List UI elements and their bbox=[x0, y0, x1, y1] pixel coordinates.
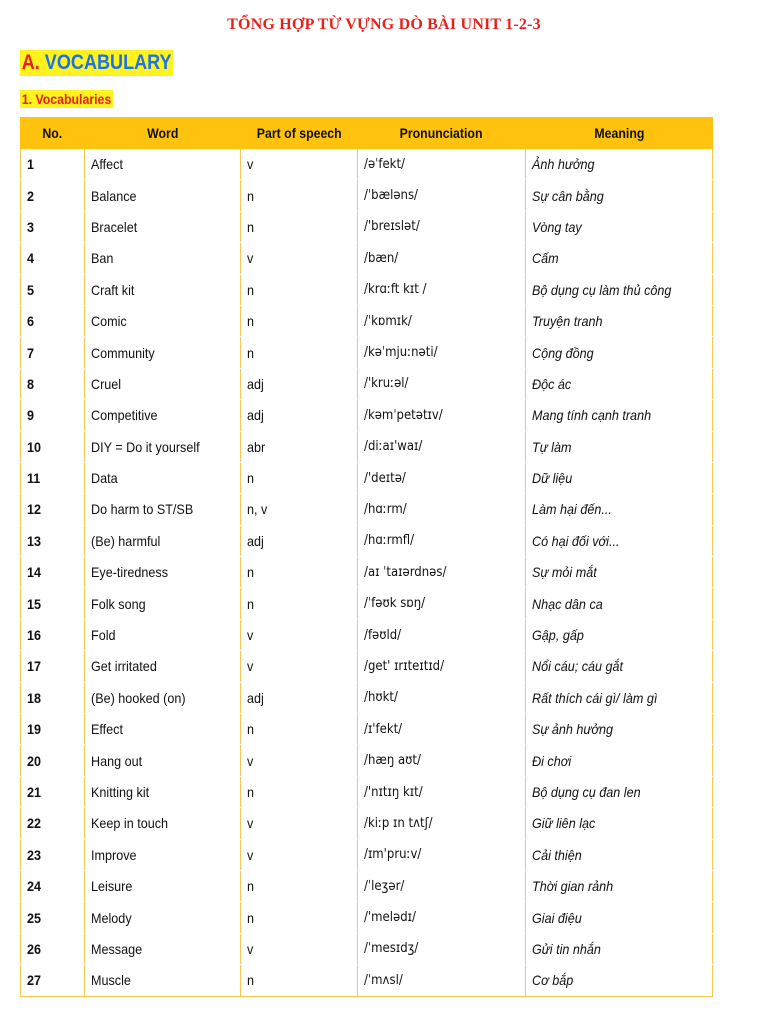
table-row bbox=[21, 619, 713, 650]
cell-word: Folk song bbox=[85, 588, 241, 619]
cell-part-of-speech: n bbox=[241, 274, 358, 305]
cell-meaning: Đi chơi bbox=[526, 745, 713, 776]
cell-pronunciation: /hɑːrm/ bbox=[358, 494, 526, 525]
table-row bbox=[21, 682, 713, 713]
table-row bbox=[21, 211, 713, 242]
cell-pronunciation: /'deɪtə/ bbox=[358, 462, 526, 493]
cell-pronunciation: /əˈfekt/ bbox=[358, 149, 526, 180]
cell-meaning: Truyện tranh bbox=[526, 305, 713, 336]
cell-part-of-speech: n bbox=[241, 557, 358, 588]
cell-word: Effect bbox=[85, 714, 241, 745]
cell-no: 2 bbox=[21, 180, 85, 211]
cell-no: 4 bbox=[21, 243, 85, 274]
table-row bbox=[21, 462, 713, 493]
cell-meaning: Sự ảnh hưởng bbox=[526, 714, 713, 745]
cell-part-of-speech: n, v bbox=[241, 494, 358, 525]
cell-no: 3 bbox=[21, 211, 85, 242]
cell-meaning: Thời gian rảnh bbox=[526, 870, 713, 901]
table-row bbox=[21, 400, 713, 431]
cell-no: 11 bbox=[21, 462, 85, 493]
table-row bbox=[21, 965, 713, 996]
cell-no: 17 bbox=[21, 651, 85, 682]
cell-word: Bracelet bbox=[85, 211, 241, 242]
cell-part-of-speech: v bbox=[241, 243, 358, 274]
table-row bbox=[21, 870, 713, 901]
subsection-heading: 1. Vocabularies bbox=[21, 91, 112, 107]
cell-part-of-speech: n bbox=[241, 180, 358, 211]
cell-no: 14 bbox=[21, 557, 85, 588]
cell-pronunciation: /ˈkɒmɪk/ bbox=[358, 305, 526, 336]
header-pronunciation: Pronunciation bbox=[358, 118, 526, 149]
cell-no: 16 bbox=[21, 619, 85, 650]
cell-no: 19 bbox=[21, 714, 85, 745]
cell-part-of-speech: n bbox=[241, 902, 358, 933]
table-row bbox=[21, 776, 713, 807]
cell-word: Comic bbox=[85, 305, 241, 336]
cell-word: Balance bbox=[85, 180, 241, 211]
cell-no: 24 bbox=[21, 870, 85, 901]
table-row bbox=[21, 714, 713, 745]
table-row bbox=[21, 557, 713, 588]
cell-part-of-speech: n bbox=[241, 870, 358, 901]
cell-pronunciation: /diːaɪ'waɪ/ bbox=[358, 431, 526, 462]
cell-word: Message bbox=[85, 933, 241, 964]
cell-part-of-speech: n bbox=[241, 211, 358, 242]
section-name: VOCABULARY bbox=[44, 51, 172, 74]
cell-meaning: Sự mỏi mắt bbox=[526, 557, 713, 588]
cell-word: Get irritated bbox=[85, 651, 241, 682]
cell-part-of-speech: n bbox=[241, 588, 358, 619]
cell-no: 5 bbox=[21, 274, 85, 305]
table-row bbox=[21, 839, 713, 870]
cell-part-of-speech: n bbox=[241, 965, 358, 996]
cell-word: Improve bbox=[85, 839, 241, 870]
cell-part-of-speech: v bbox=[241, 808, 358, 839]
cell-part-of-speech: v bbox=[241, 651, 358, 682]
cell-meaning: Gập, gấp bbox=[526, 619, 713, 650]
table-row bbox=[21, 274, 713, 305]
table-header-row bbox=[21, 118, 713, 149]
cell-meaning: Cơ bắp bbox=[526, 965, 713, 996]
cell-no: 7 bbox=[21, 337, 85, 368]
cell-pronunciation: /kiːp ɪn tʌtʃ/ bbox=[358, 808, 526, 839]
cell-meaning: Giai điệu bbox=[526, 902, 713, 933]
cell-meaning: Gửi tin nhắn bbox=[526, 933, 713, 964]
cell-no: 26 bbox=[21, 933, 85, 964]
table-row bbox=[21, 933, 713, 964]
vocabulary-table bbox=[20, 117, 713, 997]
table-row bbox=[21, 431, 713, 462]
cell-pronunciation: /ˈmesɪdʒ/ bbox=[358, 933, 526, 964]
cell-word: Knitting kit bbox=[85, 776, 241, 807]
cell-word: Competitive bbox=[85, 400, 241, 431]
cell-pronunciation: /bæn/ bbox=[358, 243, 526, 274]
cell-word: Leisure bbox=[85, 870, 241, 901]
document-title: TỔNG HỢP TỪ VỰNG DÒ BÀI UNIT 1-2-3 bbox=[227, 16, 541, 33]
cell-pronunciation: /hɑːrmfl/ bbox=[358, 525, 526, 556]
cell-meaning: Ảnh hưởng bbox=[526, 149, 713, 180]
cell-part-of-speech: n bbox=[241, 337, 358, 368]
cell-word: (Be) hooked (on) bbox=[85, 682, 241, 713]
cell-pronunciation: /ˈfəʊk sɒŋ/ bbox=[358, 588, 526, 619]
section-letter: A. bbox=[21, 51, 40, 74]
cell-meaning: Tự làm bbox=[526, 431, 713, 462]
cell-pronunciation: /aɪ ˈtaɪərdnəs/ bbox=[358, 557, 526, 588]
cell-word: (Be) harmful bbox=[85, 525, 241, 556]
cell-part-of-speech: n bbox=[241, 776, 358, 807]
cell-part-of-speech: n bbox=[241, 462, 358, 493]
header-word: Word bbox=[85, 118, 241, 149]
cell-no: 22 bbox=[21, 808, 85, 839]
cell-no: 9 bbox=[21, 400, 85, 431]
cell-part-of-speech: v bbox=[241, 745, 358, 776]
cell-meaning: Cải thiện bbox=[526, 839, 713, 870]
header-part-of-speech: Part of speech bbox=[241, 118, 358, 149]
section-heading bbox=[20, 50, 173, 76]
cell-part-of-speech: abr bbox=[241, 431, 358, 462]
cell-word: DIY = Do it yourself bbox=[85, 431, 241, 462]
cell-pronunciation: /hʊkt/ bbox=[358, 682, 526, 713]
cell-word: Eye-tiredness bbox=[85, 557, 241, 588]
cell-word: Affect bbox=[85, 149, 241, 180]
cell-part-of-speech: n bbox=[241, 714, 358, 745]
cell-no: 13 bbox=[21, 525, 85, 556]
cell-meaning: Bộ dụng cụ làm thủ công bbox=[526, 274, 713, 305]
cell-pronunciation: /hæŋ aʊt/ bbox=[358, 745, 526, 776]
cell-part-of-speech: adj bbox=[241, 682, 358, 713]
cell-no: 27 bbox=[21, 965, 85, 996]
cell-no: 10 bbox=[21, 431, 85, 462]
table-row bbox=[21, 368, 713, 399]
cell-meaning: Độc ác bbox=[526, 368, 713, 399]
cell-meaning: Nổi cáu; cáu gắt bbox=[526, 651, 713, 682]
cell-part-of-speech: n bbox=[241, 305, 358, 336]
cell-pronunciation: /'kruːəl/ bbox=[358, 368, 526, 399]
header-meaning: Meaning bbox=[526, 118, 713, 149]
cell-part-of-speech: v bbox=[241, 149, 358, 180]
cell-meaning: Bộ dụng cụ đan len bbox=[526, 776, 713, 807]
cell-word: Hang out bbox=[85, 745, 241, 776]
cell-part-of-speech: v bbox=[241, 839, 358, 870]
cell-no: 12 bbox=[21, 494, 85, 525]
cell-word: Ban bbox=[85, 243, 241, 274]
cell-no: 6 bbox=[21, 305, 85, 336]
cell-meaning: Giữ liên lạc bbox=[526, 808, 713, 839]
cell-part-of-speech: adj bbox=[241, 525, 358, 556]
cell-word: Fold bbox=[85, 619, 241, 650]
cell-part-of-speech: adj bbox=[241, 368, 358, 399]
cell-pronunciation: /ɪ'fekt/ bbox=[358, 714, 526, 745]
cell-pronunciation: /fəʊld/ bbox=[358, 619, 526, 650]
table-row bbox=[21, 808, 713, 839]
cell-pronunciation: /'nɪtɪŋ kɪt/ bbox=[358, 776, 526, 807]
cell-meaning: Làm hại đến... bbox=[526, 494, 713, 525]
table-row bbox=[21, 305, 713, 336]
cell-word: Data bbox=[85, 462, 241, 493]
table-row bbox=[21, 180, 713, 211]
cell-word: Community bbox=[85, 337, 241, 368]
cell-word: Melody bbox=[85, 902, 241, 933]
cell-pronunciation: /ˈmʌsl/ bbox=[358, 965, 526, 996]
table-row bbox=[21, 588, 713, 619]
cell-pronunciation: /'melədɪ/ bbox=[358, 902, 526, 933]
cell-part-of-speech: adj bbox=[241, 400, 358, 431]
table-row bbox=[21, 525, 713, 556]
table-row bbox=[21, 745, 713, 776]
cell-no: 25 bbox=[21, 902, 85, 933]
cell-no: 18 bbox=[21, 682, 85, 713]
header-no: No. bbox=[21, 118, 85, 149]
cell-meaning: Cộng đồng bbox=[526, 337, 713, 368]
cell-pronunciation: /ˈleʒər/ bbox=[358, 870, 526, 901]
table-body bbox=[21, 149, 713, 997]
cell-meaning: Dữ liệu bbox=[526, 462, 713, 493]
table-row bbox=[21, 651, 713, 682]
cell-no: 23 bbox=[21, 839, 85, 870]
cell-no: 15 bbox=[21, 588, 85, 619]
cell-no: 1 bbox=[21, 149, 85, 180]
cell-meaning: Nhạc dân ca bbox=[526, 588, 713, 619]
cell-pronunciation: /kəˈmjuːnəti/ bbox=[358, 337, 526, 368]
cell-meaning: Mang tính cạnh tranh bbox=[526, 400, 713, 431]
cell-part-of-speech: v bbox=[241, 933, 358, 964]
cell-word: Craft kit bbox=[85, 274, 241, 305]
cell-meaning: Có hại đối với... bbox=[526, 525, 713, 556]
cell-meaning: Rất thích cái gì/ làm gì bbox=[526, 682, 713, 713]
cell-word: Muscle bbox=[85, 965, 241, 996]
cell-word: Do harm to ST/SB bbox=[85, 494, 241, 525]
cell-pronunciation: /get' ɪrɪteɪtɪd/ bbox=[358, 651, 526, 682]
cell-pronunciation: /ˈbæləns/ bbox=[358, 180, 526, 211]
cell-no: 21 bbox=[21, 776, 85, 807]
cell-meaning: Cấm bbox=[526, 243, 713, 274]
cell-pronunciation: /'breɪslət/ bbox=[358, 211, 526, 242]
cell-word: Keep in touch bbox=[85, 808, 241, 839]
cell-meaning: Vòng tay bbox=[526, 211, 713, 242]
table-row bbox=[21, 243, 713, 274]
table-row bbox=[21, 149, 713, 180]
cell-meaning: Sự cân bằng bbox=[526, 180, 713, 211]
cell-pronunciation: /kəmˈpetətɪv/ bbox=[358, 400, 526, 431]
cell-part-of-speech: v bbox=[241, 619, 358, 650]
table-row bbox=[21, 337, 713, 368]
cell-word: Cruel bbox=[85, 368, 241, 399]
cell-no: 20 bbox=[21, 745, 85, 776]
cell-pronunciation: /krɑːft kɪt / bbox=[358, 274, 526, 305]
table-row bbox=[21, 902, 713, 933]
cell-pronunciation: /ɪm'pruːv/ bbox=[358, 839, 526, 870]
table-row bbox=[21, 494, 713, 525]
cell-no: 8 bbox=[21, 368, 85, 399]
